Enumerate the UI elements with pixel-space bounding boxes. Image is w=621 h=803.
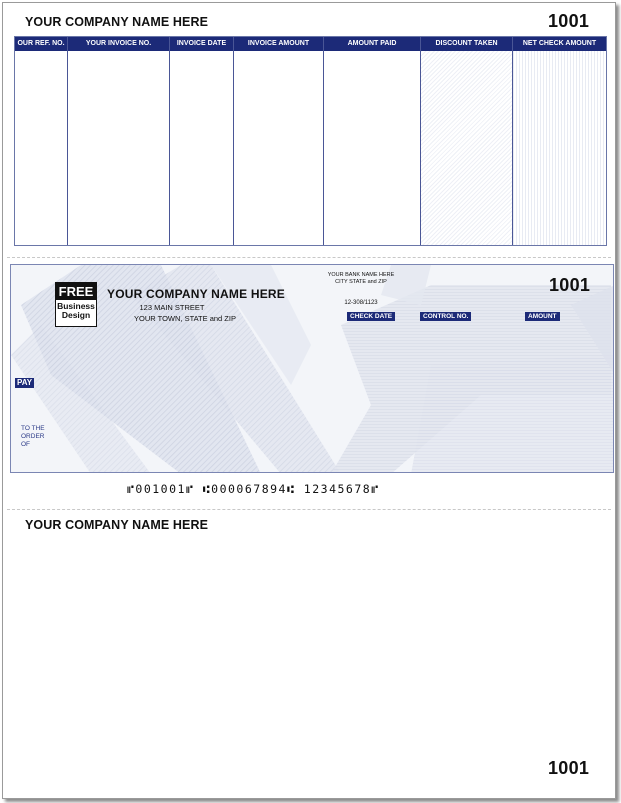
column-net-check-amount — [513, 37, 606, 245]
column-header: AMOUNT PAID — [347, 40, 397, 47]
of-label: OF — [21, 441, 31, 448]
column-invoice-date — [170, 37, 234, 245]
check-address-line-2: YOUR TOWN, STATE and ZIP — [134, 314, 236, 323]
column-discount-taken — [421, 37, 513, 245]
check-body — [10, 264, 614, 473]
column-amount-paid — [324, 37, 421, 245]
column-your-invoice-no — [68, 37, 170, 245]
bank-city: CITY STATE and ZIP — [335, 279, 387, 285]
column-tint — [513, 51, 606, 245]
column-header: INVOICE AMOUNT — [247, 40, 310, 47]
check-company-name: YOUR COMPANY NAME HERE — [107, 287, 285, 301]
amount-label: AMOUNT — [525, 312, 560, 321]
bottom-stub-check-number: 1001 — [548, 758, 590, 778]
column-tint — [421, 51, 512, 245]
pay-label: PAY — [17, 378, 33, 387]
column-header: OUR REF. NO. — [17, 40, 65, 47]
security-background — [11, 265, 614, 473]
check-form-page — [2, 2, 616, 799]
check-date-label: CHECK DATE — [347, 312, 395, 321]
check-number: 1001 — [549, 275, 591, 295]
column-header: NET CHECK AMOUNT — [522, 40, 597, 47]
routing-fraction: 12-308/1123 — [344, 300, 378, 306]
column-header: DISCOUNT TAKEN — [435, 40, 498, 47]
to-the-label: TO THE — [21, 425, 45, 432]
column-our-ref-no — [15, 37, 68, 245]
logo-line-1: Business — [57, 301, 95, 311]
business-design-logo — [55, 282, 97, 327]
column-header: INVOICE DATE — [176, 40, 227, 47]
perforation-line — [7, 257, 611, 258]
order-label: ORDER — [21, 433, 45, 440]
check-address-line-1: 123 MAIN STREET — [139, 303, 205, 312]
top-stub-check-number: 1001 — [548, 11, 590, 31]
perforation-line — [7, 509, 611, 510]
bank-name: YOUR BANK NAME HERE — [327, 272, 395, 278]
column-header: YOUR INVOICE NO. — [85, 40, 152, 47]
column-invoice-amount — [234, 37, 324, 245]
logo-line-2: Design — [61, 310, 91, 320]
remittance-table — [14, 36, 607, 246]
bottom-stub-company-name: YOUR COMPANY NAME HERE — [25, 518, 209, 532]
logo-free-text: FREE — [56, 283, 96, 300]
control-no-label: CONTROL NO. — [420, 312, 471, 321]
micr-line: ⑈001001⑈ ⑆000067894⑆ 12345678⑈ — [127, 482, 380, 496]
top-stub-company-name: YOUR COMPANY NAME HERE — [25, 15, 209, 29]
to-the-order-of — [21, 425, 45, 449]
